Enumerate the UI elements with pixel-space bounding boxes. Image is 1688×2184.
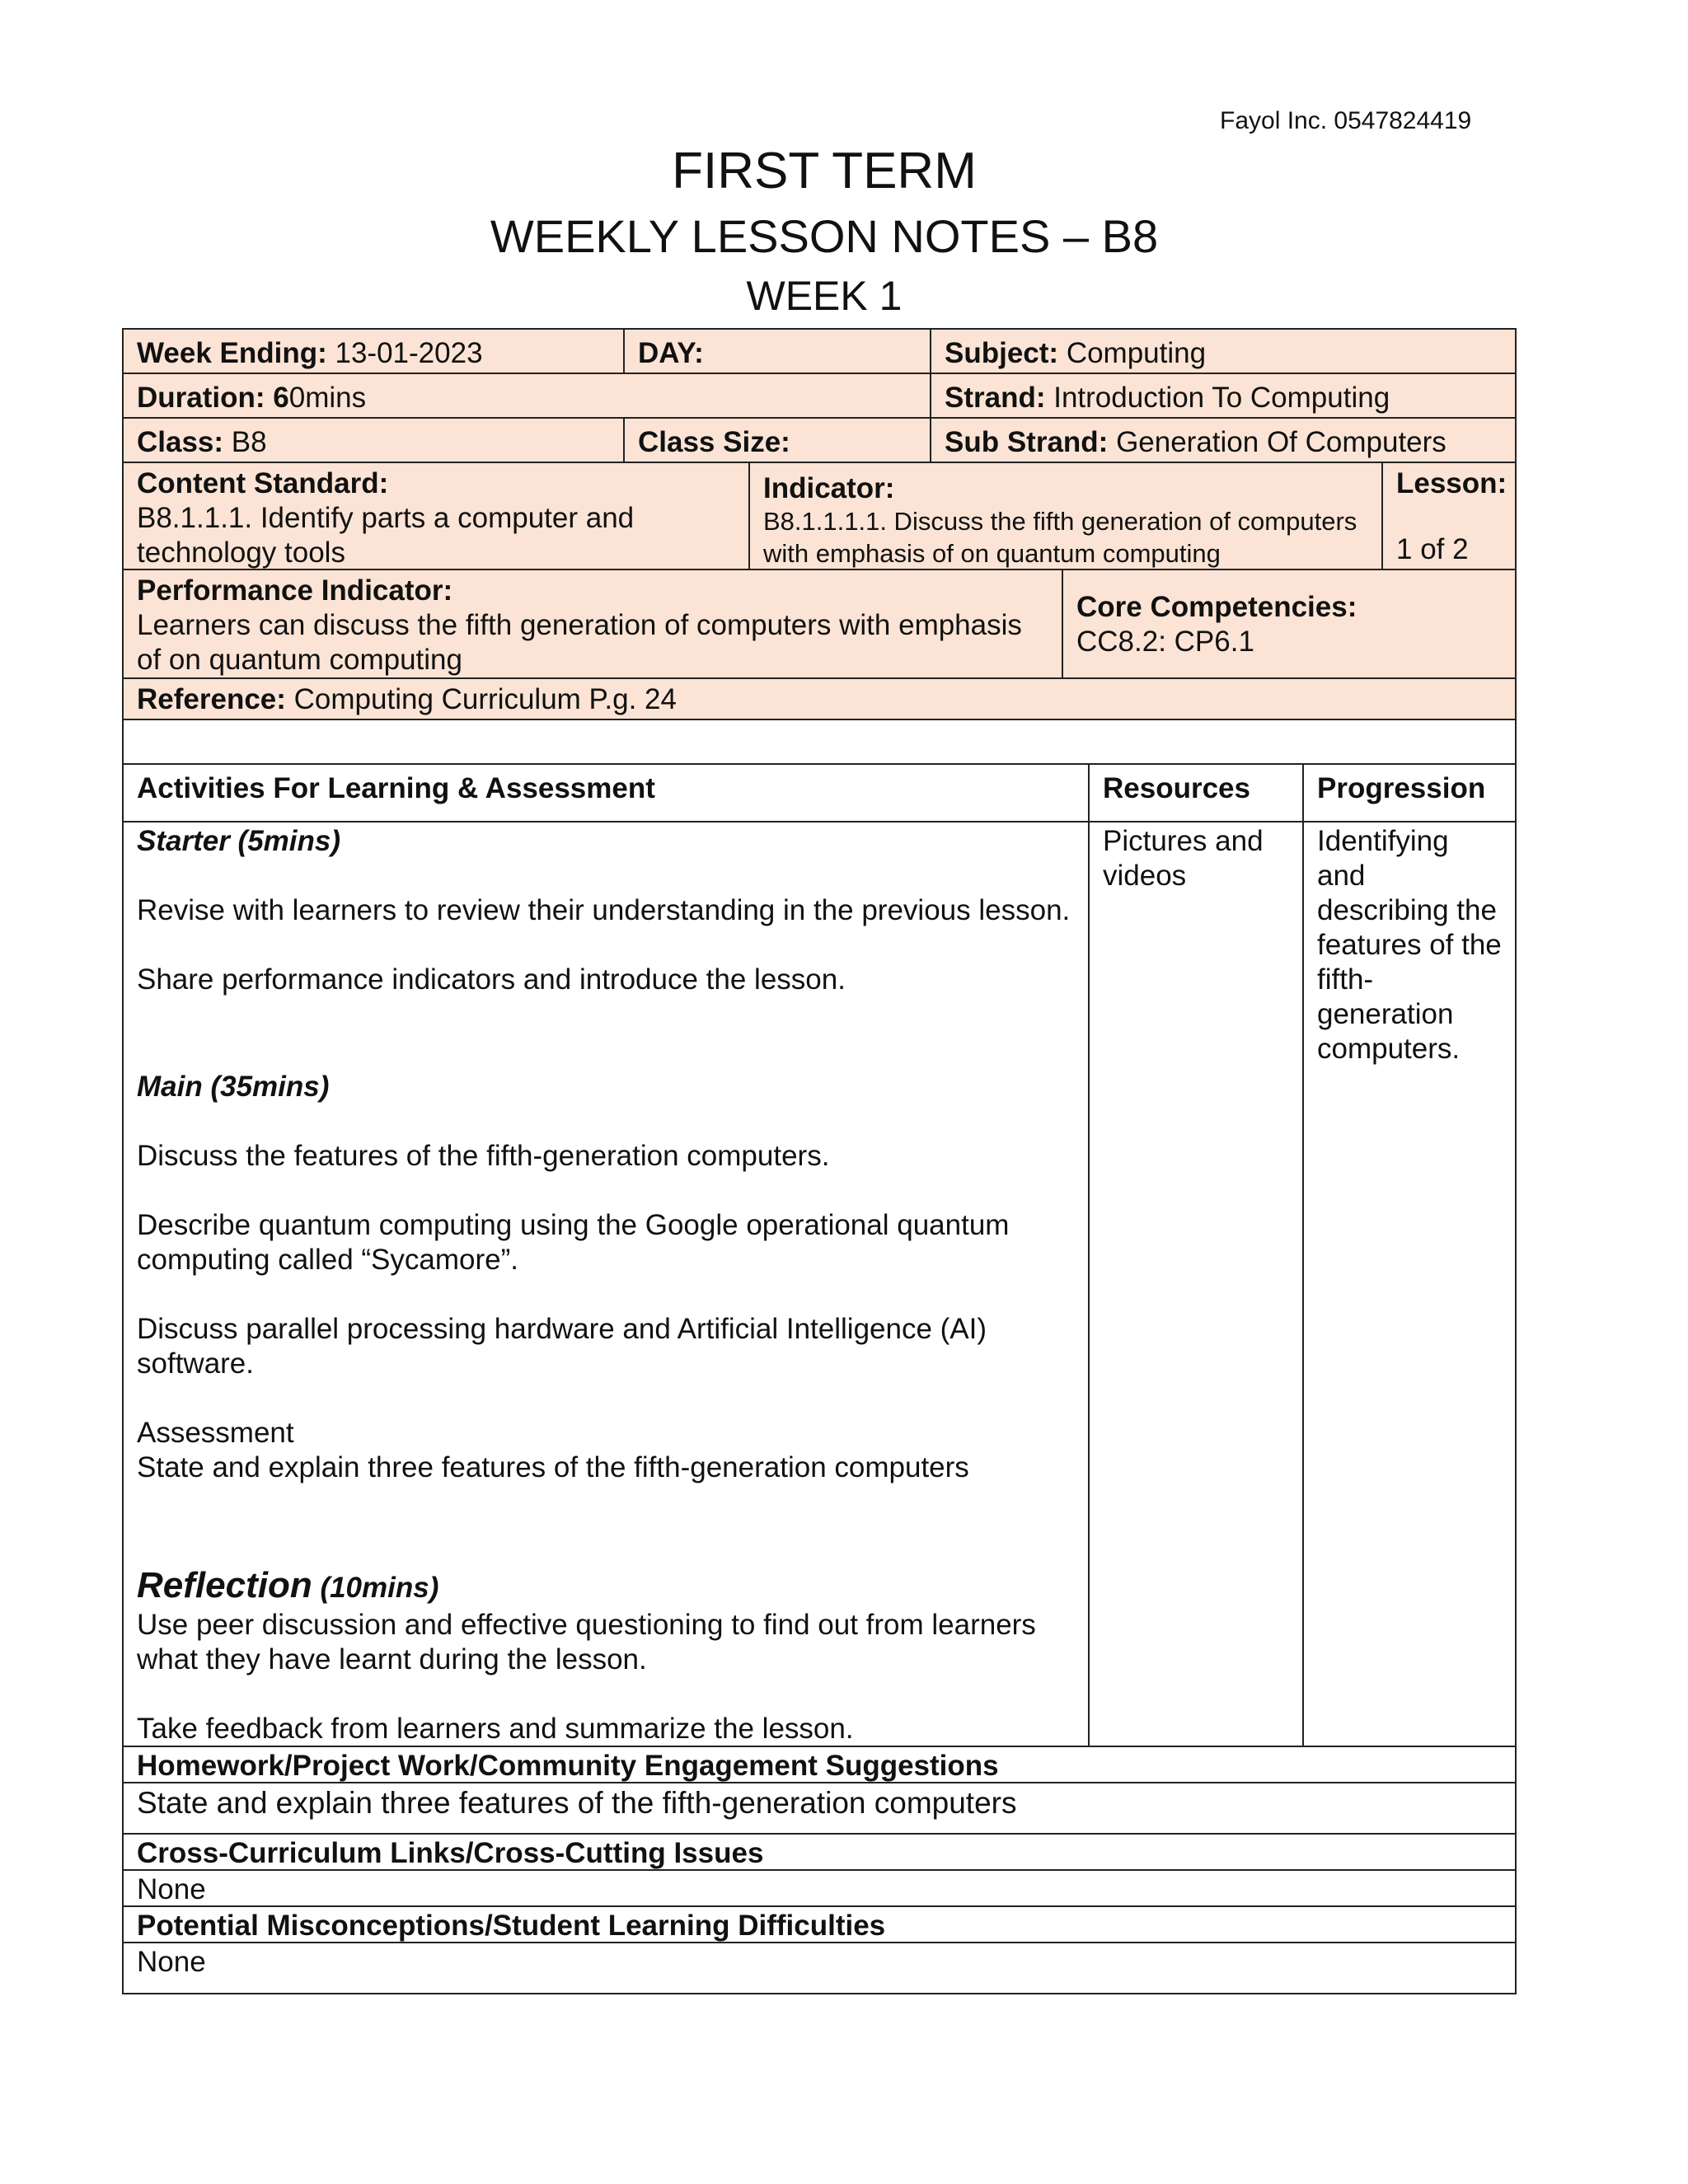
performance-indicator-value: Learners can discuss the fifth generation of computers with emphasis of on quantum computing — [137, 609, 1022, 676]
strand-cell — [930, 373, 1517, 419]
misconceptions-header — [122, 1905, 1517, 1943]
cross-curriculum-label: Cross-Curriculum Links/Cross-Cutting Issues — [137, 1837, 764, 1869]
class-size-label: Class Size: — [638, 426, 790, 458]
lesson-cell — [1381, 462, 1517, 570]
resources-header-label: Resources — [1103, 772, 1250, 804]
term-title: FIRST TERM — [672, 143, 977, 199]
starter-item: Share performance indicators and introduce the lesson. — [137, 963, 846, 996]
class-size-cell — [623, 417, 931, 463]
resources-text: Pictures and videos — [1103, 825, 1264, 892]
progression-text: Identifying and describing the features of the fifth-generation computers. — [1317, 825, 1502, 1065]
homework-value: State and explain three features of the fifth-generation computers — [137, 1786, 1017, 1820]
homework-header — [122, 1746, 1517, 1783]
sub-strand-label: Sub Strand: — [945, 426, 1109, 458]
misconceptions-value: None — [137, 1946, 206, 1978]
progression-body — [1302, 821, 1517, 1747]
indicator-value: B8.1.1.1.1. Discuss the fifth generation of computers with emphasis of on quantum computing — [763, 507, 1357, 568]
core-competencies-cell — [1062, 569, 1517, 679]
reflection-heading: Reflection — [137, 1565, 312, 1605]
duration-value: 0mins — [288, 382, 367, 414]
cross-curriculum-body — [122, 1869, 1517, 1907]
indicator-cell — [748, 462, 1383, 570]
indicator-label: Indicator: — [763, 472, 895, 504]
resources-header — [1088, 763, 1304, 823]
progression-header — [1302, 763, 1517, 823]
core-competencies-label: Core Competencies: — [1076, 591, 1357, 623]
class-label: Class: — [137, 426, 224, 458]
assessment-label: Assessment — [137, 1417, 294, 1449]
duration-label: Duration: — [137, 382, 265, 414]
duration-cell — [122, 373, 931, 419]
cross-curriculum-value: None — [137, 1873, 206, 1905]
week-ending-value: 13-01-2023 — [335, 337, 483, 369]
reflection-time: (10mins) — [320, 1572, 439, 1604]
reference-value: Computing Curriculum P.g. 24 — [293, 683, 677, 715]
company-contact: Fayol Inc. 0547824419 — [1220, 107, 1472, 134]
misconceptions-body — [122, 1942, 1517, 1994]
activities-header — [122, 763, 1090, 823]
strand-value: Introduction To Computing — [1053, 382, 1390, 414]
misconceptions-label: Potential Misconceptions/Student Learning Difficulties — [137, 1910, 886, 1942]
homework-label: Homework/Project Work/Community Engagement Suggestions — [137, 1750, 999, 1782]
lesson-value: 1 of 2 — [1396, 533, 1469, 565]
content-standard-value: B8.1.1.1. Identify parts a computer and technology tools — [137, 502, 635, 569]
main-item: Describe quantum computing using the Google operational quantum computing called “Sycamore”. — [137, 1209, 1010, 1276]
lesson-label: Lesson: — [1396, 467, 1507, 499]
main-item: Discuss parallel processing hardware and Artificial Intelligence (AI) software. — [137, 1313, 987, 1380]
starter-heading: Starter (5mins) — [137, 825, 341, 857]
day-cell — [623, 328, 931, 374]
sub-strand-cell — [930, 417, 1517, 463]
reflection-item: Use peer discussion and effective questioning to find out from learners what they have learnt during the lesson. — [137, 1608, 1036, 1675]
activities-body — [122, 821, 1090, 1747]
week-ending-label: Week Ending: — [137, 337, 327, 369]
performance-indicator-label: Performance Indicator: — [137, 574, 453, 607]
class-value: B8 — [231, 426, 267, 458]
performance-indicator-cell — [122, 569, 1063, 679]
reference-cell — [122, 677, 1517, 720]
resources-body — [1088, 821, 1304, 1747]
reflection-item: Take feedback from learners and summarize the lesson. — [137, 1712, 854, 1745]
subject-cell — [930, 328, 1517, 374]
homework-body — [122, 1782, 1517, 1835]
content-standard-cell — [122, 462, 750, 570]
class-cell — [122, 417, 625, 463]
main-heading: Main (35mins) — [137, 1071, 330, 1103]
day-label: DAY: — [638, 337, 704, 369]
sub-strand-value: Generation Of Computers — [1116, 426, 1447, 458]
starter-item: Revise with learners to review their understanding in the previous lesson. — [137, 894, 1071, 926]
cross-curriculum-header — [122, 1833, 1517, 1871]
progression-header-label: Progression — [1317, 772, 1486, 804]
week-title: WEEK 1 — [746, 273, 903, 319]
reference-label: Reference: — [137, 683, 286, 715]
week-ending-cell — [122, 328, 625, 374]
subject-value: Computing — [1066, 337, 1207, 369]
subject-label: Subject: — [945, 337, 1059, 369]
core-competencies-value: CC8.2: CP6.1 — [1076, 626, 1254, 658]
blank-row — [122, 719, 1517, 765]
activities-header-label: Activities For Learning & Assessment — [137, 772, 655, 804]
notes-title: WEEKLY LESSON NOTES – B8 — [490, 210, 1159, 262]
assessment-text: State and explain three features of the fifth-generation computers — [137, 1451, 969, 1483]
duration-digit: 6 — [273, 382, 289, 414]
strand-label: Strand: — [945, 382, 1046, 414]
content-standard-label: Content Standard: — [137, 467, 389, 499]
main-item: Discuss the features of the fifth-generation computers. — [137, 1140, 830, 1172]
